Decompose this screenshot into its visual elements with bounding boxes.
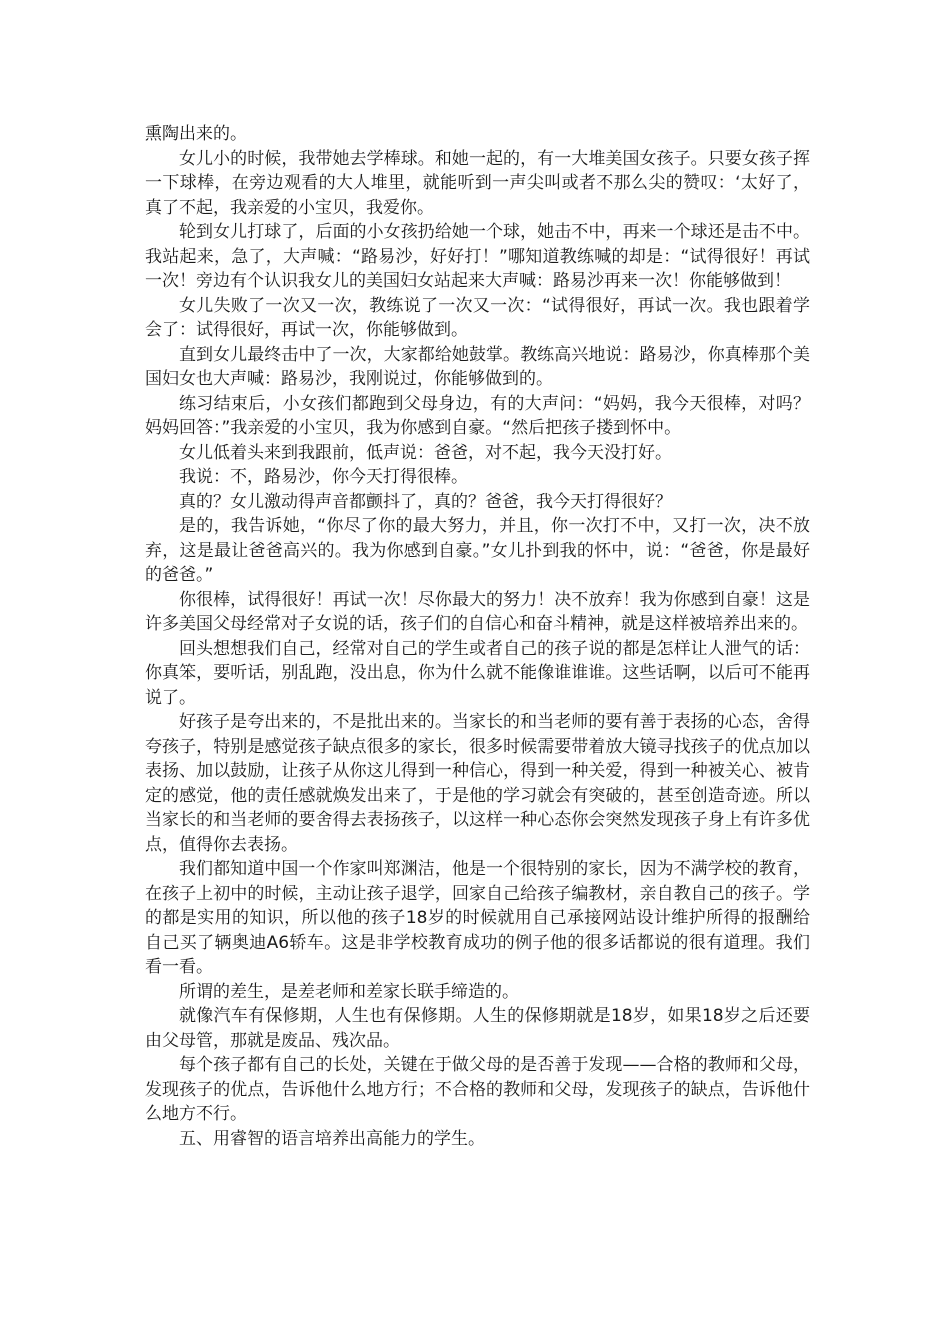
paragraph: 你很棒，试得很好！再试一次！尽你最大的努力！决不放弃！我为你感到自豪！这是许多美国父母经常对子女说的话，孩子们的自信心和奋斗精神，就是这样被培养出来的。 <box>145 589 810 634</box>
paragraph: 真的？女儿激动得声音都颤抖了，真的？爸爸，我今天打得很好？ <box>179 491 672 512</box>
paragraph: 好孩子是夸出来的，不是批出来的。当家长的和当老师的要有善于表扬的心态，舍得夸孩子，特别是感觉孩子缺点很多的家长，很多时候需要带着放大镜寻找孩子的优点加以表扬、加以鼓励，让孩子从你这儿得到一种信心，得到一种关爱，得到一种被关心、被肯定的感觉，他的责任感就焕发出来了，于是他的学习就会有突破的，甚至创造奇迹。所以当家长的和当老师的要舍得去表扬孩子，以这样一种心态你会突然发现孩子身上有许多优点，值得你去表扬。 <box>145 712 810 855</box>
paragraph: 我们都知道中国一个作家叫郑渊洁，他是一个很特别的家长，因为不满学校的教育，在孩子上初中的时候，主动让孩子退学，回家自己给孩子编教材，亲自教自己的孩子。学的都是实用的知识，所以他的孩子18岁的时候就用自己承接网站设计维护所得的报酬给自己买了辆奥迪A6轿车。这是非学校教育成功的例子他的很多话都说的很有道理。我们看一看。 <box>145 859 810 977</box>
paragraph: 所谓的差生，是差老师和差家长联手缔造的。 <box>179 981 519 1002</box>
section-heading: 五、用睿智的语言培养出高能力的学生。 <box>179 1128 485 1149</box>
paragraph: 直到女儿最终击中了一次，大家都给她鼓掌。教练高兴地说：路易沙，你真棒那个美国妇女也大声喊：路易沙，我刚说过，你能够做到的。 <box>145 344 810 389</box>
paragraph: 女儿失败了一次又一次，教练说了一次又一次：“试得很好，再试一次。我也跟着学会了：试得很好，再试一次，你能够做到。 <box>145 295 810 340</box>
paragraph: 练习结束后，小女孩们都跑到父母身边，有的大声问：“妈妈，我今天很棒，对吗？妈妈回答：”我亲爱的小宝贝，我为你感到自豪。“然后把孩子搂到怀中。 <box>145 393 810 438</box>
paragraph: 每个孩子都有自己的长处，关键在于做父母的是否善于发现——合格的教师和父母，发现孩子的优点，告诉他什么地方行；不合格的教师和父母，发现孩子的缺点，告诉他什么地方不行。 <box>145 1055 810 1124</box>
paragraph: 就像汽车有保修期，人生也有保修期。人生的保修期就是18岁，如果18岁之后还要由父母管，那就是废品、残次品。 <box>145 1006 810 1051</box>
paragraph: 熏陶出来的。 <box>145 124 247 144</box>
paragraph: 是的，我告诉她，“你尽了你的最大努力，并且，你一次打不中，又打一次，决不放弃，这是最让爸爸高兴的。我为你感到自豪。”女儿扑到我的怀中，说：“爸爸，你是最好的爸爸。” <box>145 516 810 585</box>
paragraph: 轮到女儿打球了，后面的小女孩扔给她一个球，她击不中，再来一个球还是击不中。我站起来，急了，大声喊：“路易沙，好好打！”哪知道教练喊的却是：“试得很好！再试一次！旁边有个认识我女儿的美国妇女站起来大声喊：路易沙再来一次！你能够做到！ <box>145 222 810 291</box>
paragraph: 回头想想我们自己，经常对自己的学生或者自己的孩子说的都是怎样让人泄气的话：你真笨，要听话，别乱跑，没出息，你为什么就不能像谁谁谁。这些话啊，以后可不能再说了。 <box>145 638 810 708</box>
paragraph: 我说：不，路易沙，你今天打得很棒。 <box>179 467 468 487</box>
paragraph: 女儿小的时候，我带她去学棒球。和她一起的，有一大堆美国女孩子。只要女孩子挥一下球棒，在旁边观看的大人堆里，就能听到一声尖叫或者不那么尖的赞叹：‘太好了，真了不起，我亲爱的小宝贝，我爱你。 <box>145 148 810 218</box>
paragraph: 女儿低着头来到我跟前，低声说：爸爸，对不起，我今天没打好。 <box>179 442 672 463</box>
document-body <box>145 122 810 1151</box>
